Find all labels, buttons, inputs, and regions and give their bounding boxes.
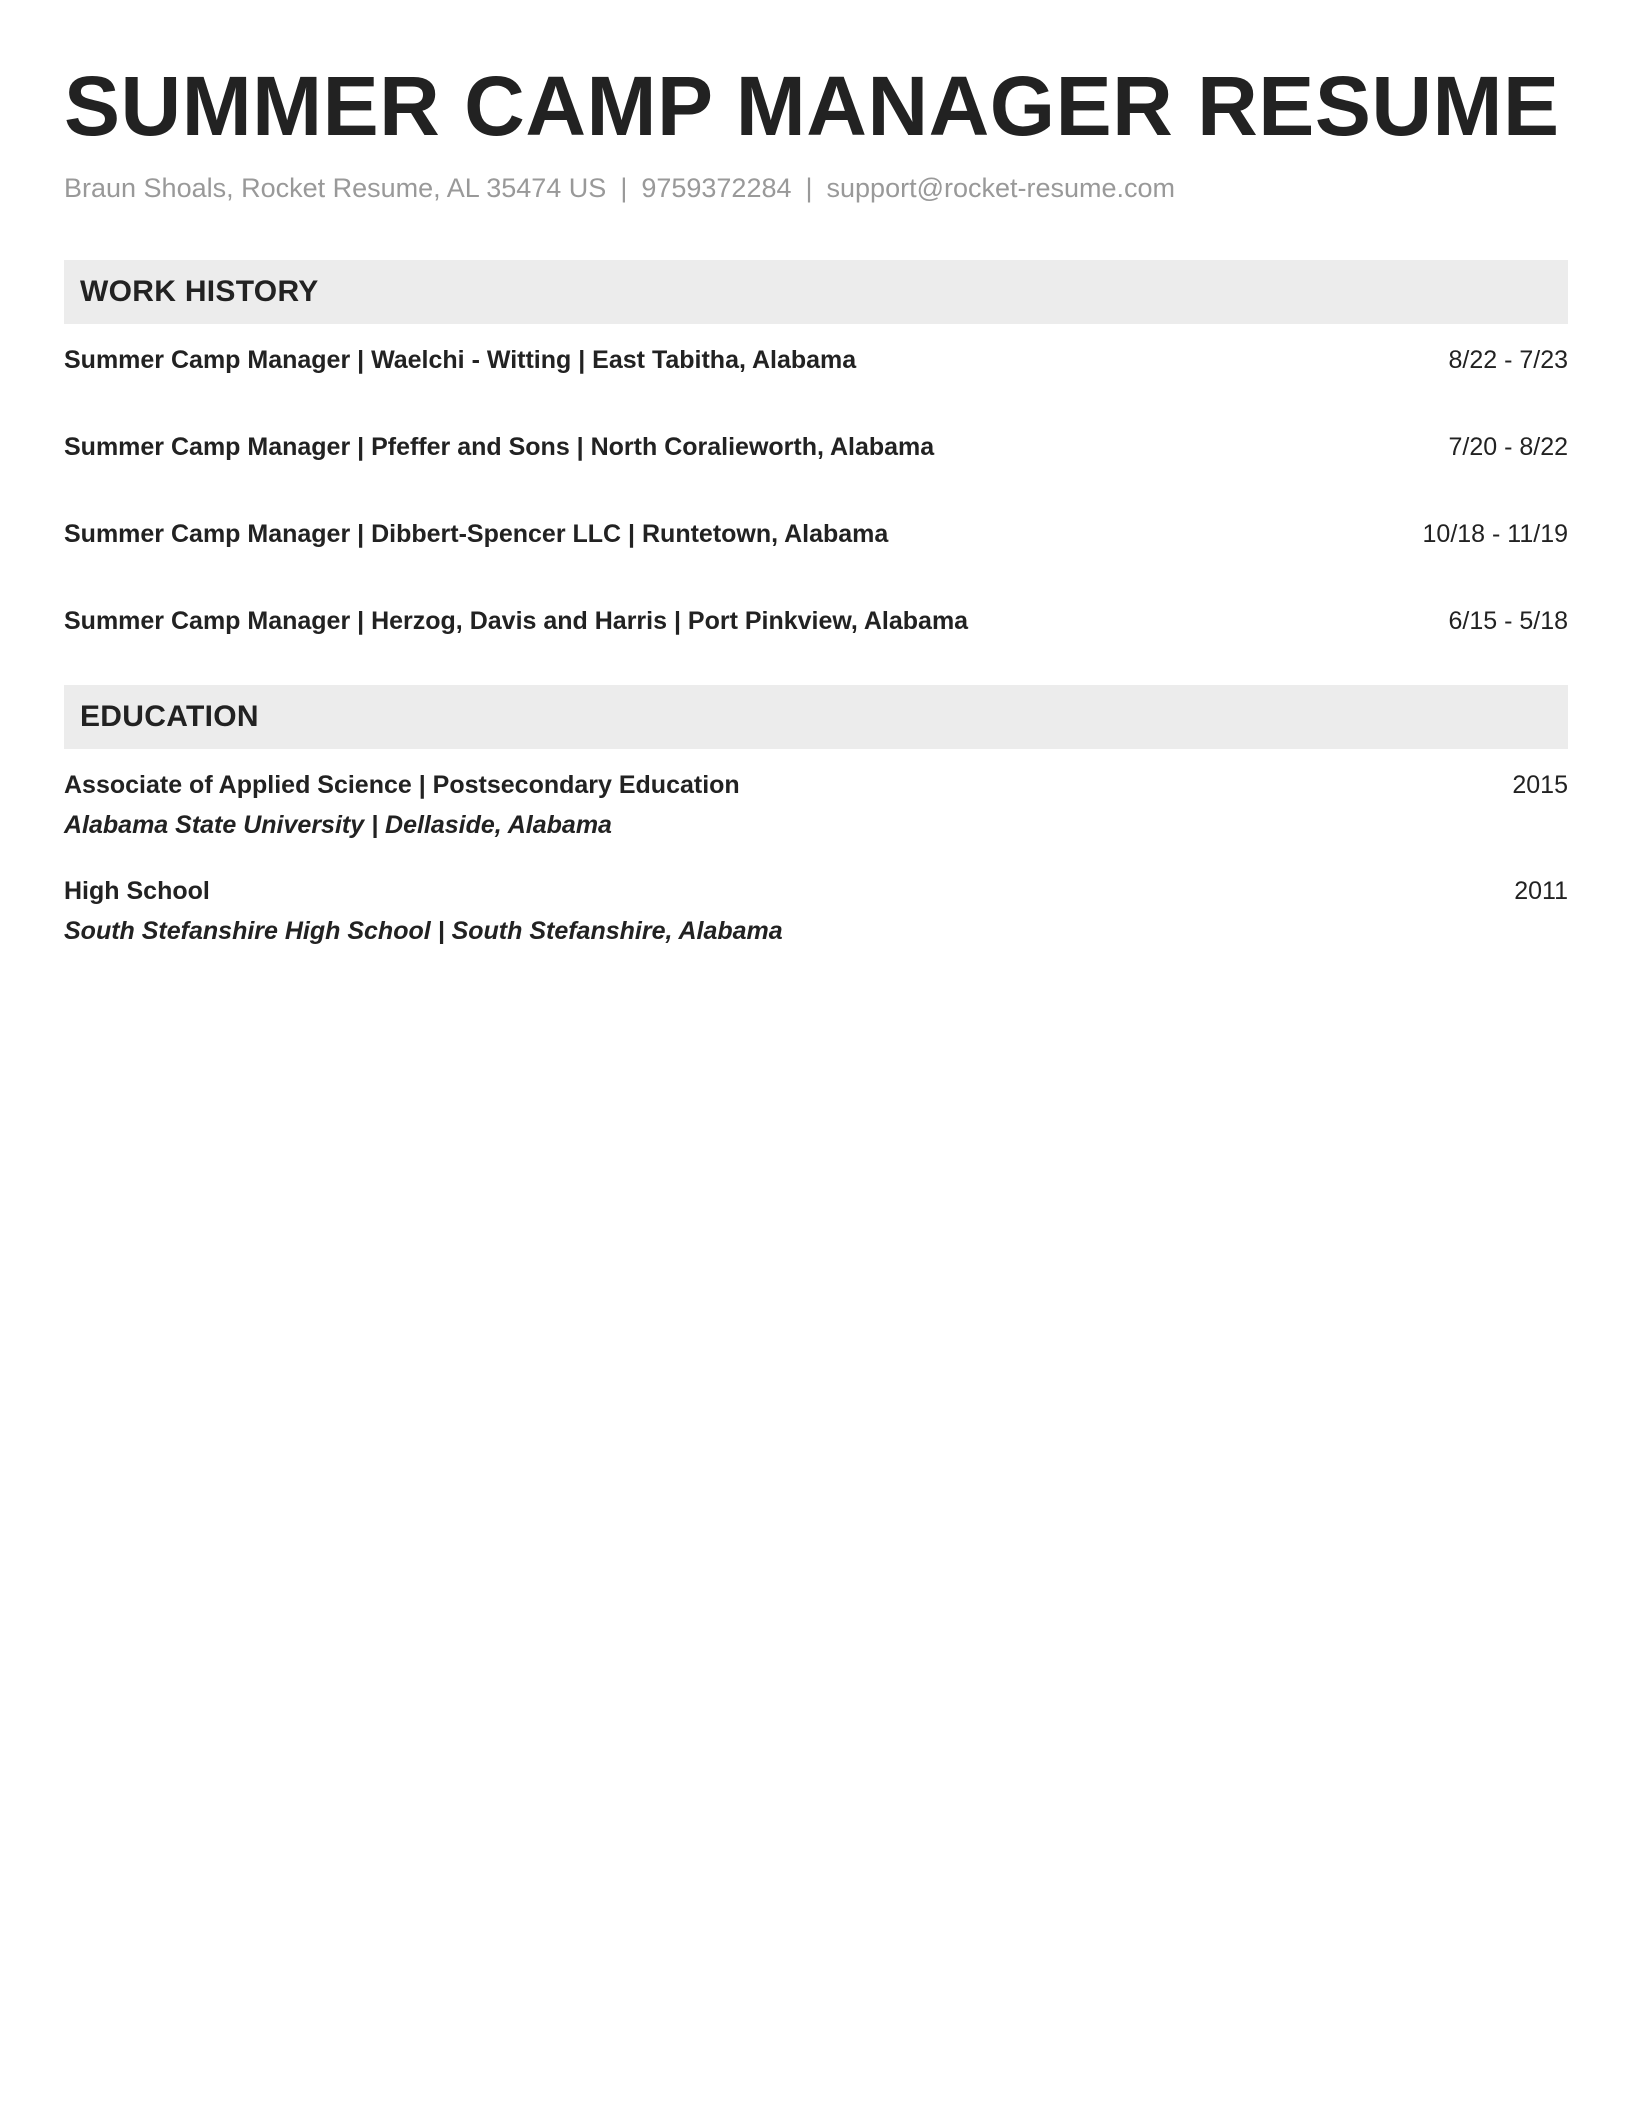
education-year: 2015 xyxy=(1512,771,1568,799)
contact-separator: | xyxy=(805,173,813,203)
education-school: South Stefanshire High School | South Stefanshire, Alabama xyxy=(64,917,783,945)
education-year: 2011 xyxy=(1514,877,1568,905)
work-history-heading: WORK HISTORY xyxy=(80,275,319,308)
education-item xyxy=(64,767,1568,843)
education-row xyxy=(64,767,1568,803)
work-history-header xyxy=(64,260,1568,324)
contact-separator: | xyxy=(620,173,628,203)
job-dates: 10/18 - 11/19 xyxy=(1422,520,1568,548)
work-history-item xyxy=(64,603,1568,639)
job-position: Summer Camp Manager | Herzog, Davis and Harris | Port Pinkview, Alabama xyxy=(64,607,969,635)
job-position: Summer Camp Manager | Pfeffer and Sons | North Coralieworth, Alabama xyxy=(64,433,935,461)
education-list xyxy=(64,767,1568,949)
job-position: Summer Camp Manager | Waelchi - Witting | East Tabitha, Alabama xyxy=(64,346,857,374)
contact-line xyxy=(64,170,1568,206)
contact-phone: 9759372284 xyxy=(641,173,792,203)
resume-title: SUMMER CAMP MANAGER RESUME xyxy=(64,59,1560,153)
education-degree: Associate of Applied Science | Postsecondary Education xyxy=(64,771,740,799)
education-degree: High School xyxy=(64,877,210,905)
work-history-item xyxy=(64,429,1568,465)
job-dates: 7/20 - 8/22 xyxy=(1448,433,1568,461)
job-position: Summer Camp Manager | Dibbert-Spencer LLC | Runtetown, Alabama xyxy=(64,520,889,548)
education-item xyxy=(64,873,1568,949)
contact-email: support@rocket-resume.com xyxy=(826,173,1176,203)
work-history-item xyxy=(64,516,1568,552)
education-heading: EDUCATION xyxy=(80,700,259,733)
education-header xyxy=(64,685,1568,749)
work-history-list xyxy=(64,342,1568,639)
contact-address: Braun Shoals, Rocket Resume, AL 35474 US xyxy=(64,173,607,203)
job-dates: 8/22 - 7/23 xyxy=(1448,346,1568,374)
work-history-item xyxy=(64,342,1568,378)
education-row xyxy=(64,873,1568,909)
job-dates: 6/15 - 5/18 xyxy=(1448,607,1568,635)
education-school: Alabama State University | Dellaside, Alabama xyxy=(64,811,612,839)
